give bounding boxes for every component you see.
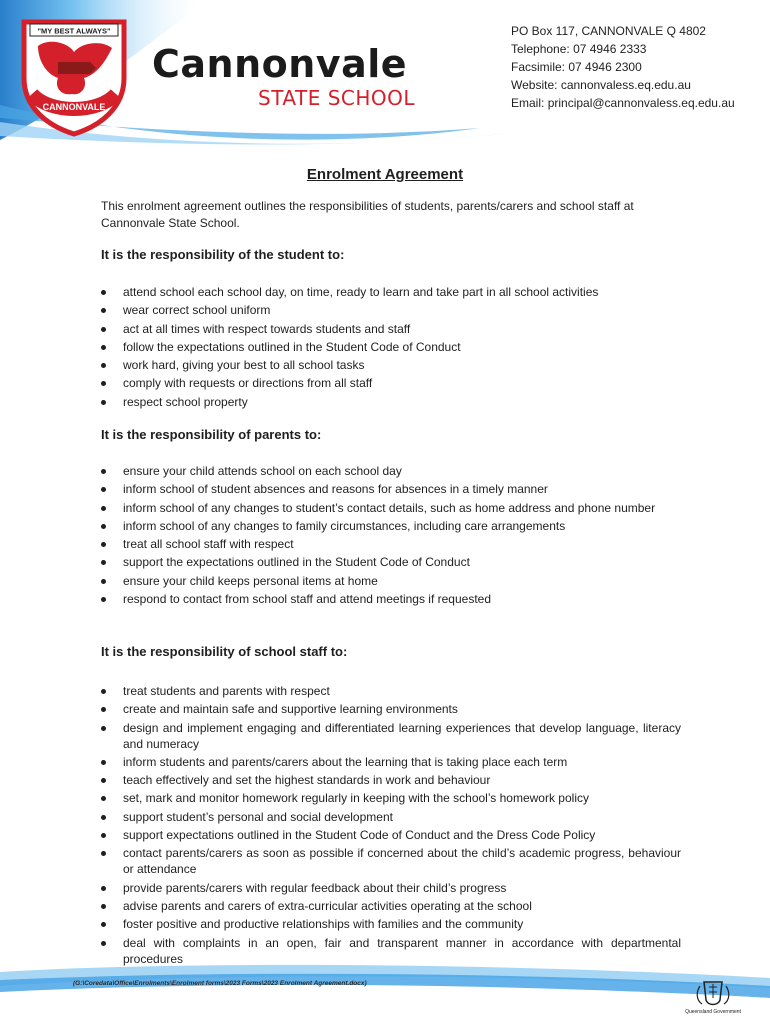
queensland-government-logo (685, 978, 741, 1018)
responsibility-item (101, 339, 681, 355)
bullet-icon (101, 941, 106, 946)
svg-text:"MY BEST ALWAYS": "MY BEST ALWAYS" (37, 26, 111, 36)
bullet-icon (101, 487, 106, 492)
responsibility-text: act at all times with respect towards students and staff (123, 321, 411, 336)
bullet-icon (101, 726, 106, 731)
contact-facsimile (511, 58, 735, 76)
responsibility-text: foster positive and productive relationships with families and the community (123, 917, 524, 932)
responsibility-item (101, 500, 681, 516)
telephone-value: 07 4946 2333 (573, 42, 647, 56)
bullet-icon (101, 542, 106, 547)
contact-block (511, 22, 735, 112)
responsibility-item (101, 591, 681, 607)
contact-website (511, 76, 735, 94)
svg-text:CANNONVALE: CANNONVALE (42, 102, 106, 112)
email-label: Email: (511, 96, 545, 110)
responsibility-text: create and maintain safe and supportive learning environments (123, 702, 458, 717)
responsibility-text: treat students and parents with respect (123, 684, 330, 698)
responsibility-item (101, 772, 681, 788)
staff-responsibilities-list (101, 683, 681, 969)
responsibility-item (101, 321, 681, 337)
bullet-icon (101, 760, 106, 765)
bullet-icon (101, 778, 106, 783)
responsibility-text: support expectations outlined in the Student Code of Conduct and the Dress Code Policy (123, 828, 596, 843)
bullet-icon (101, 506, 106, 511)
bullet-icon (101, 363, 106, 368)
responsibility-item (101, 720, 681, 752)
responsibility-item (101, 573, 681, 589)
responsibility-text: support the expectations outlined in the Student Code of Conduct (123, 555, 470, 570)
bullet-icon (101, 597, 106, 602)
responsibility-item (101, 880, 681, 896)
footer-file-path: (G:\Coredata\Office\Enrolments\Enrolment forms\2023 Forms\2023 Enrolment Agreement.docx) (73, 980, 367, 987)
bullet-icon (101, 308, 106, 313)
school-subtitle: STATE SCHOOL (258, 86, 416, 110)
bullet-icon (101, 904, 106, 909)
responsibility-item (101, 790, 681, 806)
bullet-icon (101, 815, 106, 820)
parents-responsibilities-list (101, 463, 681, 609)
website-label: Website: (511, 78, 558, 92)
gov-logo-text: Queensland Government (685, 1009, 741, 1015)
responsibility-item (101, 284, 681, 300)
bullet-icon (101, 400, 106, 405)
telephone-label: Telephone: (511, 42, 570, 56)
responsibility-text: inform school of any changes to family circumstances, including care arrangements (123, 518, 566, 533)
bullet-icon (101, 327, 106, 332)
contact-telephone (511, 40, 735, 58)
responsibility-item (101, 683, 681, 699)
intro-paragraph: This enrolment agreement outlines the responsibilities of students, parents/carers and school staff at Cannonvale State School. (101, 199, 634, 230)
staff-section-heading: It is the responsibility of school staff to: (101, 644, 348, 659)
responsibility-item (101, 302, 681, 318)
bullet-icon (101, 886, 106, 891)
responsibility-text: work hard, giving your best to all school tasks (123, 358, 365, 373)
responsibility-item (101, 394, 681, 410)
responsibility-text: design and implement engaging and differentiated learning experiences that develop language, literacy and numeracy (123, 720, 681, 751)
responsibility-text: inform school of any changes to student’s contact details, such as home address and phone number (123, 500, 656, 515)
responsibility-item (101, 827, 681, 843)
responsibility-item (101, 916, 681, 932)
responsibility-item (101, 481, 681, 497)
responsibility-text: support student’s personal and social development (123, 809, 393, 824)
student-responsibilities-list (101, 284, 681, 412)
responsibility-text: follow the expectations outlined in the Student Code of Conduct (123, 339, 461, 354)
responsibility-text: ensure your child keeps personal items at home (123, 573, 378, 588)
responsibility-text: inform school of student absences and reasons for absences in a timely manner (123, 482, 548, 497)
school-name: Cannonvale (152, 42, 408, 86)
bullet-icon (101, 290, 106, 295)
bullet-icon (101, 922, 106, 927)
responsibility-item (101, 536, 681, 552)
responsibility-text: respond to contact from school staff and attend meetings if requested (123, 592, 491, 607)
bullet-icon (101, 796, 106, 801)
responsibility-text: treat all school staff with respect (123, 537, 294, 552)
facsimile-label: Facsimile: (511, 60, 566, 74)
responsibility-text: deal with complaints in an open, fair and transparent manner in accordance with departmental procedures (123, 935, 681, 966)
responsibility-text: advise parents and carers of extra-curricular activities operating at the school (123, 898, 532, 913)
school-crest-logo (18, 16, 130, 136)
bullet-icon (101, 579, 106, 584)
responsibility-text: ensure your child attends school on each school day (123, 464, 402, 478)
document-title: Enrolment Agreement (306, 166, 464, 183)
bullet-icon (101, 381, 106, 386)
responsibility-text: inform students and parents/carers about the learning that is taking place each term (123, 754, 568, 769)
responsibility-item (101, 701, 681, 717)
contact-address: PO Box 117, CANNONVALE Q 4802 (511, 24, 706, 38)
responsibility-item (101, 554, 681, 570)
responsibility-text: set, mark and monitor homework regularly in keeping with the school’s homework policy (123, 791, 589, 806)
responsibility-text: comply with requests or directions from all staff (123, 376, 373, 391)
bullet-icon (101, 560, 106, 565)
responsibility-text: contact parents/carers as soon as possible if concerned about the child’s academic progress, behaviour or attendance (123, 846, 681, 877)
responsibility-text: wear correct school uniform (123, 303, 271, 318)
bullet-icon (101, 524, 106, 529)
responsibility-item (101, 898, 681, 914)
responsibility-item (101, 375, 681, 391)
website-value[interactable]: cannonvaless.eq.edu.au (560, 78, 691, 92)
responsibility-item (101, 845, 681, 877)
student-section-heading: It is the responsibility of the student to: (101, 247, 345, 262)
responsibility-item (101, 518, 681, 534)
responsibility-item (101, 463, 681, 479)
bullet-icon (101, 469, 106, 474)
footer-swoosh-graphic (0, 958, 770, 1024)
bullet-icon (101, 833, 106, 838)
parents-section-heading: It is the responsibility of parents to: (101, 427, 322, 442)
email-value[interactable]: principal@cannonvaless.eq.edu.au (547, 96, 735, 110)
responsibility-item (101, 754, 681, 770)
facsimile-value: 07 4946 2300 (568, 60, 642, 74)
responsibility-text: teach effectively and set the highest standards in work and behaviour (123, 773, 491, 788)
bullet-icon (101, 689, 106, 694)
bullet-icon (101, 851, 106, 856)
bullet-icon (101, 707, 106, 712)
responsibility-text: attend school each school day, on time, ready to learn and take part in all school activities (123, 285, 599, 299)
bullet-icon (101, 345, 106, 350)
responsibility-text: provide parents/carers with regular feedback about their child’s progress (123, 880, 507, 895)
responsibility-item (101, 357, 681, 373)
responsibility-item (101, 809, 681, 825)
responsibility-text: respect school property (123, 394, 248, 409)
contact-email (511, 94, 735, 112)
